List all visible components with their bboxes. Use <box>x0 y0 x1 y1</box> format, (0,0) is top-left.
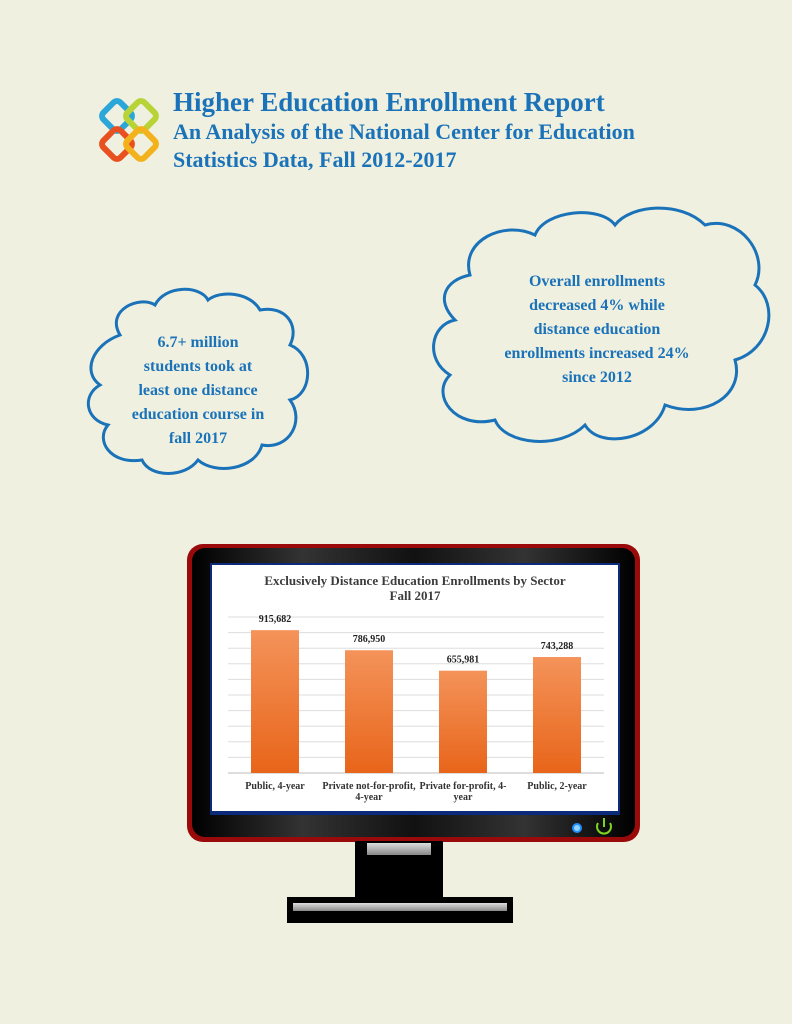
bar-value-label: 743,288 <box>540 641 574 653</box>
cloud-right-line: distance education <box>533 321 661 338</box>
cloud-left-line: students took at <box>143 358 253 375</box>
cloud-left-line: least one distance <box>138 382 258 399</box>
bar <box>251 630 299 773</box>
bar-value-label: 915,682 <box>258 614 292 626</box>
report-title: Higher Education Enrollment Report <box>173 87 605 117</box>
chart-subtitle-line: Fall 2017 <box>389 588 441 603</box>
bar <box>345 650 393 773</box>
cloud-right-line: since 2012 <box>562 369 632 386</box>
chart-title-line: Exclusively Distance Education Enrollments by Sector <box>264 573 566 588</box>
cloud-right-line: enrollments increased 24% <box>504 345 690 362</box>
report-subtitle-line-2: Statistics Data, Fall 2012-2017 <box>173 147 457 172</box>
category-label: year <box>453 792 473 803</box>
category-label: 4-year <box>355 792 383 803</box>
category-label: Public, 2-year <box>527 781 587 792</box>
bar <box>439 671 487 773</box>
bar-value-label: 655,981 <box>446 654 480 666</box>
cloud-left-line: 6.7+ million <box>157 334 239 351</box>
cloud-left-line: education course in <box>131 406 265 423</box>
bar <box>533 657 581 773</box>
category-label: Public, 4-year <box>245 781 305 792</box>
category-label: Private for-profit, 4- <box>419 781 507 792</box>
cloud-right-line: Overall enrollments <box>528 273 666 290</box>
cloud-right-line: decreased 4% while <box>529 297 665 314</box>
report-subtitle-line-1: An Analysis of the National Center for Education <box>173 119 635 144</box>
cloud-left-line: fall 2017 <box>168 430 228 447</box>
category-label: Private not-for-profit, <box>322 781 416 792</box>
bar-value-label: 786,950 <box>352 634 386 646</box>
